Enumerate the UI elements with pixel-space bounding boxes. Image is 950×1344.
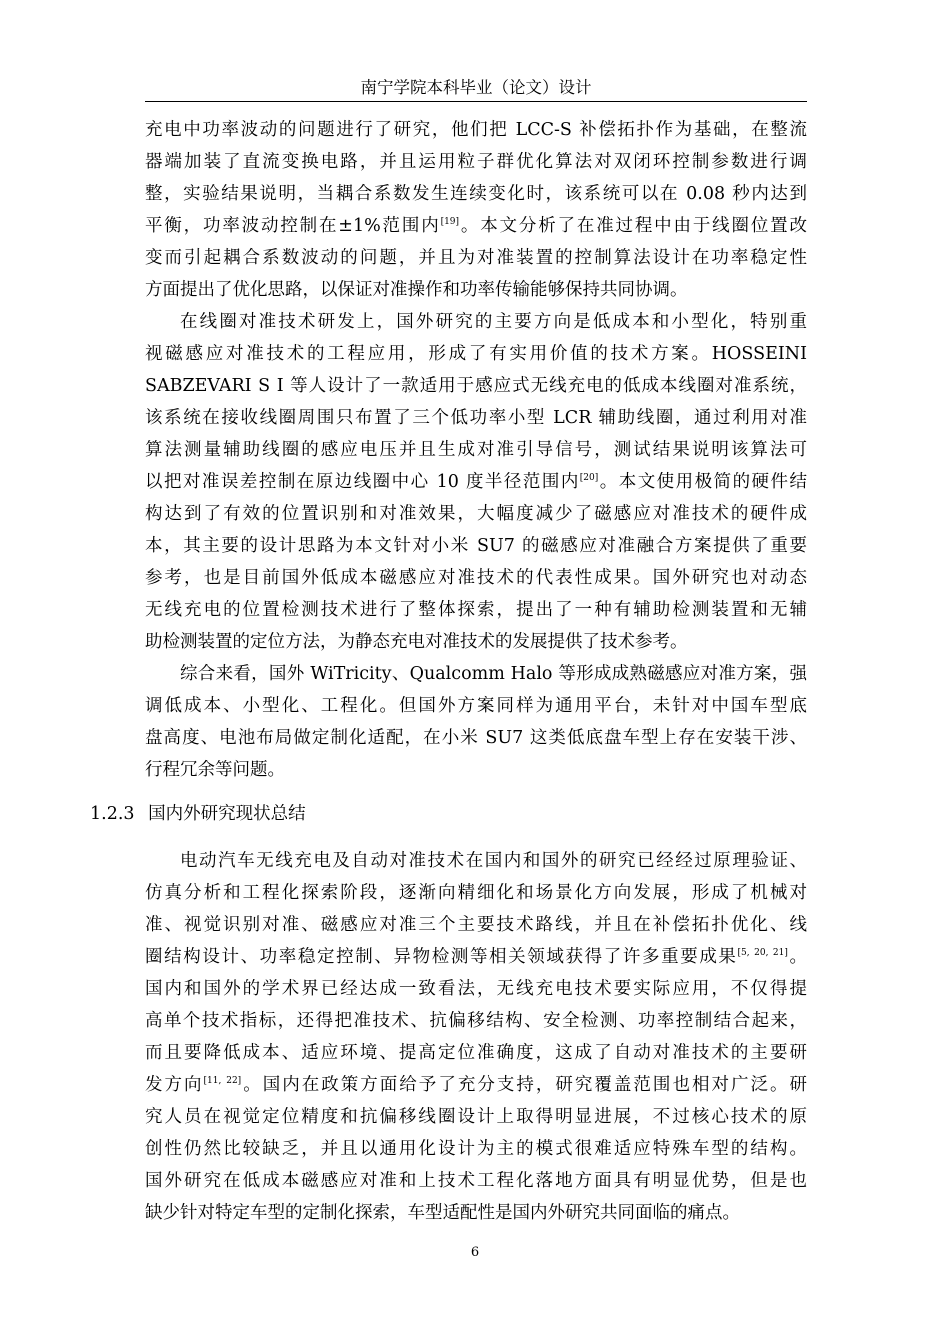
text-line (145, 242, 807, 274)
text-segment: 究人员在视觉定位精度和抗偏移线圈设计上取得明显进展，不过核心技术的原 (145, 1107, 807, 1127)
paragraph (145, 845, 807, 1229)
text-line (145, 178, 807, 210)
text-line (145, 973, 807, 1005)
text-line (145, 210, 807, 242)
text-segment: 圈结构设计、功率稳定控制、异物检测等相关领域获得了许多重要成果 (145, 947, 738, 967)
text-segment: 准、视觉识别对准、磁感应对准三个主要技术路线，并且在补偿拓扑优化、线 (145, 915, 807, 935)
text-line (145, 626, 807, 658)
section-title: 国内外研究现状总结 (148, 804, 306, 824)
text-segment: SABZEVARI S I 等人设计了一款适用于感应式无线充电的低成本线圈对准系统， (145, 376, 807, 396)
text-line (145, 370, 807, 402)
paragraph (145, 658, 807, 786)
text-segment: 平衡，功率波动控制在±1%范围内 (145, 216, 441, 236)
text-line (145, 114, 807, 146)
text-segment: 视磁感应对准技术的工程应用，形成了有实用价值的技术方案。HOSSEINI (145, 344, 807, 364)
text-line (145, 1037, 807, 1069)
text-line (145, 466, 807, 498)
text-segment: 算法测量辅助线圈的感应电压并且生成对准引导信号，测试结果说明该算法可 (145, 440, 807, 460)
text-segment: 发方向 (145, 1075, 204, 1095)
text-segment: 盘高度、电池布局做定制化适配，在小米 SU7 这类低底盘车型上存在安装干涉、 (145, 728, 807, 748)
text-segment: 该系统在接收线圈周围只布置了三个低功率小型 LCR 辅助线圈，通过利用对准 (145, 408, 807, 428)
text-line (145, 562, 807, 594)
paragraph (145, 114, 807, 306)
text-segment: 创性仍然比较缺乏，并且以通用化设计为主的模式很难适应特殊车型的结构。 (145, 1139, 807, 1159)
text-line (145, 845, 807, 877)
page-number: 6 (470, 1245, 480, 1260)
text-line (145, 434, 807, 466)
text-line (145, 402, 807, 434)
text-segment: 电动汽车无线充电及自动对准技术在国内和国外的研究已经经过原理验证、 (180, 851, 807, 871)
text-line (145, 909, 807, 941)
text-segment: 。本文使用极简的硬件结 (598, 472, 807, 492)
citation: [11, 22] (203, 1076, 242, 1086)
text-segment: 国内和国外的学术界已经达成一致看法，无线充电技术要实际应用，不仅得提 (145, 979, 807, 999)
section-number: 1.2.3 (90, 804, 135, 824)
text-line (145, 306, 807, 338)
running-header: 南宁学院本科毕业（论文）设计 (360, 78, 592, 97)
text-line (145, 146, 807, 178)
text-line (145, 274, 807, 306)
text-line (145, 1197, 807, 1229)
text-line (145, 941, 807, 973)
text-line (145, 690, 807, 722)
text-segment: 以把对准误差控制在原边线圈中心 10 度半径范围内 (145, 472, 580, 492)
citation: [20] (579, 473, 599, 483)
citation: [5, 20, 21] (737, 948, 788, 958)
text-line (145, 594, 807, 626)
text-segment: 国外研究在低成本磁感应对准和上技术工程化落地方面具有明显优势，但是也 (145, 1171, 807, 1191)
text-segment: 综合来看，国外 WiTricity、Qualcomm Halo 等形成成熟磁感应对准方案，强 (180, 664, 807, 684)
text-segment: 充电中功率波动的问题进行了研究，他们把 LCC-S 补偿拓扑作为基础，在整流 (145, 120, 807, 140)
text-segment: 而且要降低成本、适应环境、提高定位准确度，这成了自动对准技术的主要研 (145, 1043, 807, 1063)
text-segment: 参考，也是目前国外低成本磁感应对准技术的代表性成果。国外研究也对动态 (145, 568, 807, 588)
text-segment: 助检测装置的定位方法，为静态充电对准技术的发展提供了技术参考。 (145, 632, 688, 652)
text-segment: 。国内在政策方面给予了充分支持，研究覆盖范围也相对广泛。研 (241, 1075, 807, 1095)
body-text-bottom (145, 845, 807, 1229)
text-segment: 。本文分析了在准过程中由于线圈位置改 (459, 216, 807, 236)
text-segment: 在线圈对准技术研发上，国外研究的主要方向是低成本和小型化，特别重 (180, 312, 807, 332)
text-line (145, 1005, 807, 1037)
text-segment: 构达到了有效的位置识别和对准效果，大幅度减少了磁感应对准技术的硬件成 (145, 504, 807, 524)
text-segment: 变而引起耦合系数波动的问题，并且为对准装置的控制算法设计在功率稳定性 (145, 248, 807, 268)
text-segment: 整，实验结果说明，当耦合系数发生连续变化时，该系统可以在 0.08 秒内达到 (145, 184, 807, 204)
header-rule (145, 101, 807, 102)
text-line (145, 754, 807, 786)
text-segment: 方面提出了优化思路，以保证对准操作和功率传输能够保持共同协调。 (145, 280, 688, 300)
text-line (145, 658, 807, 690)
citation: [19] (440, 217, 460, 227)
text-line (145, 530, 807, 562)
text-segment: 器端加装了直流变换电路，并且运用粒子群优化算法对双闭环控制参数进行调 (145, 152, 807, 172)
section-heading (90, 798, 790, 830)
text-line (145, 1101, 807, 1133)
text-segment: 缺少针对特定车型的定制化探索，车型适配性是国内外研究共同面临的痛点。 (145, 1203, 740, 1223)
paragraph (145, 306, 807, 658)
text-segment: 高单个技术指标，还得把准技术、抗偏移结构、安全检测、功率控制结合起来， (145, 1011, 807, 1031)
text-segment: 无线充电的位置检测技术进行了整体探索，提出了一种有辅助检测装置和无辅 (145, 600, 807, 620)
text-line (145, 877, 807, 909)
text-line (145, 1133, 807, 1165)
text-segment: 仿真分析和工程化探索阶段，逐渐向精细化和场景化方向发展，形成了机械对 (145, 883, 807, 903)
text-line (145, 722, 807, 754)
text-line (145, 1165, 807, 1197)
text-segment: 本，其主要的设计思路为本文针对小米 SU7 的磁感应对准融合方案提供了重要 (145, 536, 807, 556)
text-line (145, 1069, 807, 1101)
body-text-top (145, 114, 807, 786)
text-segment: 调低成本、小型化、工程化。但国外方案同样为通用平台，未针对中国车型底 (145, 696, 807, 716)
text-line (145, 498, 807, 530)
text-segment: 行程冗余等问题。 (145, 760, 285, 780)
text-line (145, 338, 807, 370)
text-segment: 。 (787, 947, 807, 967)
